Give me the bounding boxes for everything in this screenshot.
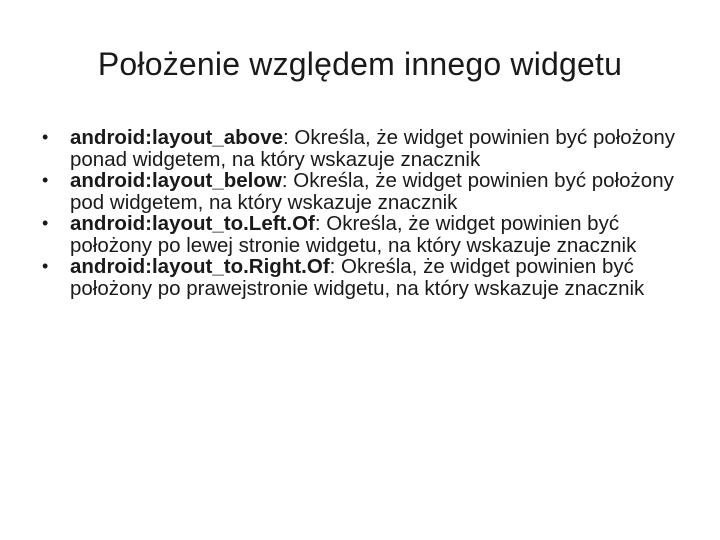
attribute-name: android:layout_to.Left.Of xyxy=(70,212,315,235)
attribute-name: android:layout_below xyxy=(70,169,282,192)
bullet-dot-icon: • xyxy=(42,256,49,276)
attribute-name: android:layout_above xyxy=(70,126,284,149)
bullet-list xyxy=(36,127,686,299)
attribute-description: : Określa, że widget powinien być położony po lewej stronie widgetu, na który wskazuje znacznik xyxy=(70,212,637,257)
bullet-dot-icon: • xyxy=(42,170,49,190)
attribute-description: : Określa, że widget powinien być położony po prawejstronie widgetu, na który wskazuje znacznik xyxy=(70,255,645,300)
bullet-item-layout-to-left-of xyxy=(36,213,686,256)
slide-title: Położenie względem innego widgetu xyxy=(97,46,623,82)
bullet-item-layout-below xyxy=(36,170,686,213)
attribute-description: : Określa, że widget powinien być położony ponad widgetem, na który wskazuje znacznik xyxy=(70,126,675,171)
bullet-item-layout-above xyxy=(36,127,686,170)
attribute-name: android:layout_to.Right.Of xyxy=(70,255,330,278)
attribute-description: : Określa, że widget powinien być położony pod widgetem, na który wskazuje znacznik xyxy=(70,169,674,214)
bullet-dot-icon: • xyxy=(42,213,49,233)
bullet-dot-icon: • xyxy=(42,127,49,147)
bullet-item-layout-to-right-of xyxy=(36,256,686,299)
